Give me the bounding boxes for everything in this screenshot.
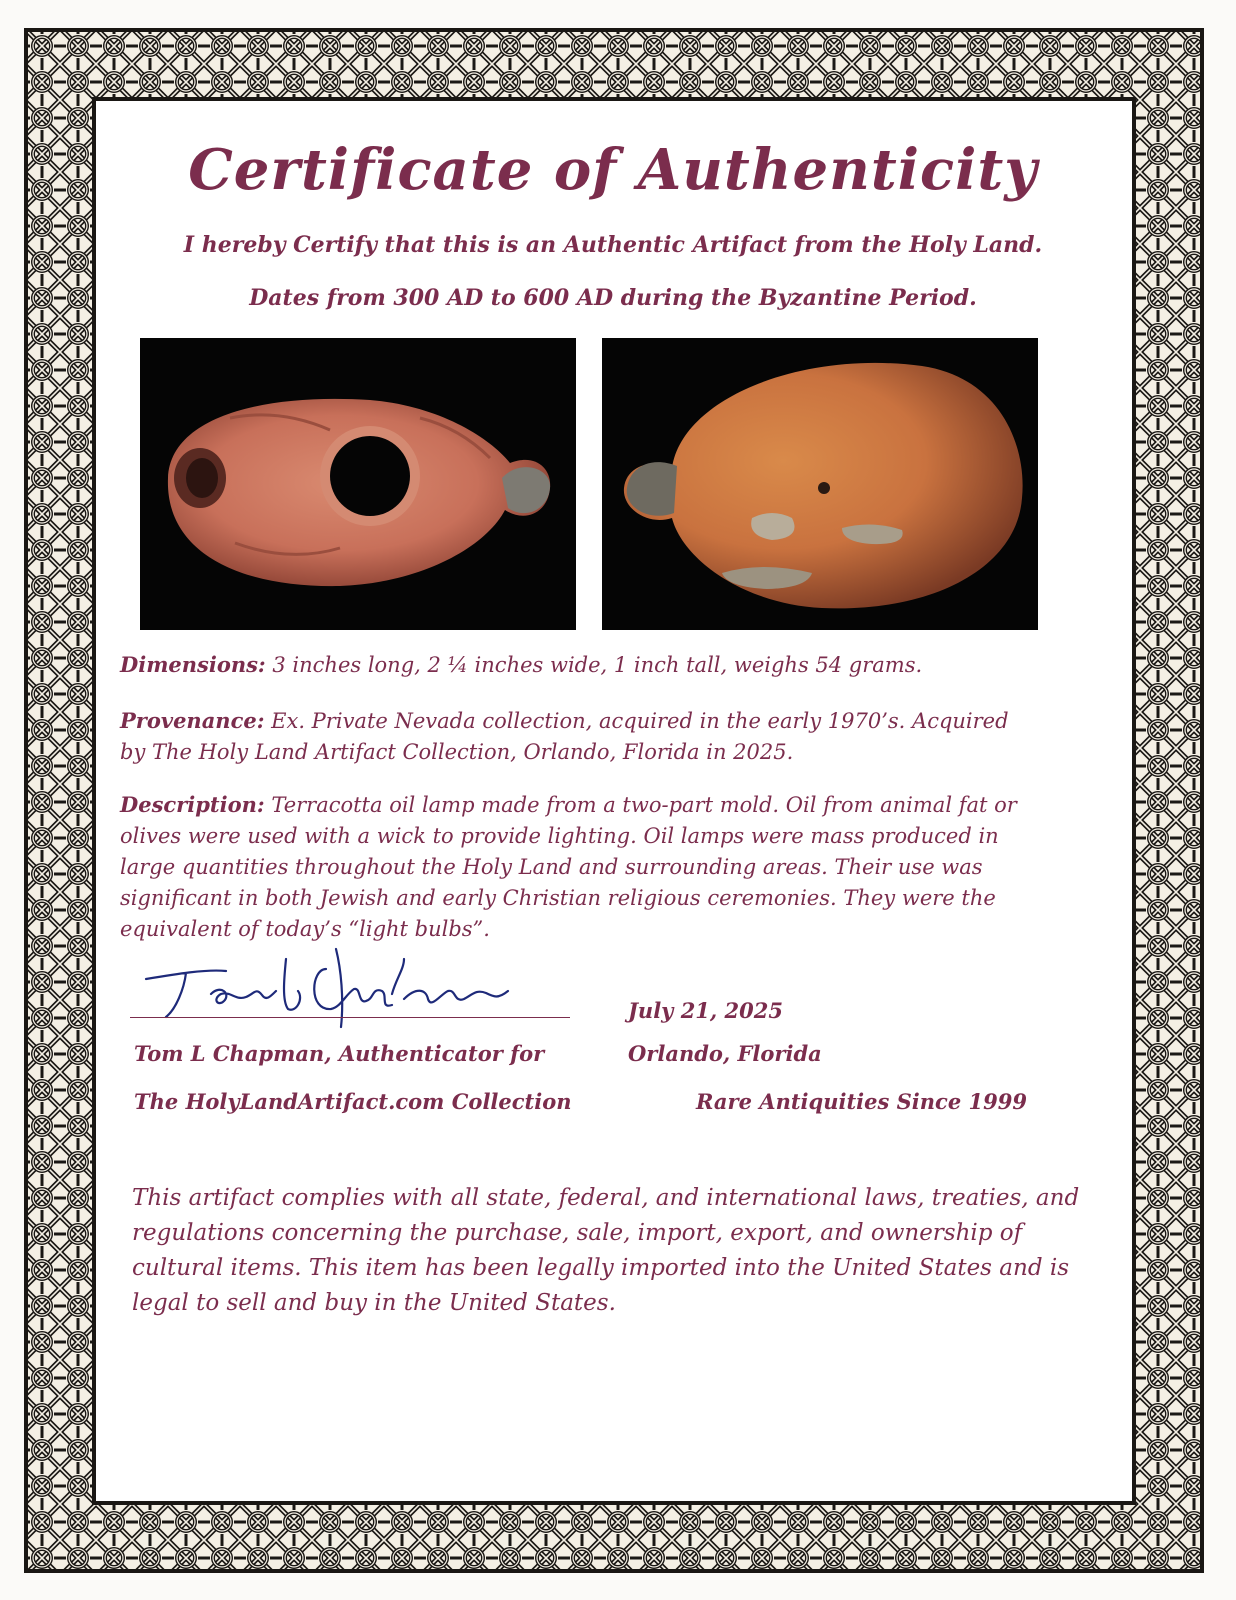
description-label: Description: <box>120 792 265 817</box>
dimensions-text: 3 inches long, 2 ¼ inches wide, 1 inch tall, weighs 54 grams. <box>272 653 923 677</box>
description-section <box>120 789 1050 945</box>
certificate-body <box>96 101 1130 1499</box>
provenance-label: Provenance: <box>120 708 265 733</box>
dimensions-label: Dimensions: <box>120 652 266 677</box>
signature-line <box>130 1017 570 1018</box>
description-text: Terracotta oil lamp made from a two-part mold. Oil from animal fat or olives were used with a wick to provide lighting. Oil lamps were mass produced in large quantities throughout the Holy Land and surrounding areas. Their use was significant in both Jewish and early Christian religious ceremonies. They were the equivalent of today’s “light bulbs”. <box>120 793 1017 941</box>
signer-line: Tom L Chapman, Authenticator for <box>134 1041 545 1066</box>
provenance-section <box>120 705 1020 768</box>
lamp-top-photo <box>140 338 576 630</box>
legal-compliance-statement: This artifact complies with all state, federal, and international laws, treaties, and regulations concerning the purchase, sale, import, export, and ownership of cultural items. This item has been legally imported into the United States and is legal to sell and buy in the United States. <box>132 1185 1080 1316</box>
handwritten-signature <box>136 939 536 1029</box>
certificate-title: Certificate of Authenticity <box>188 137 1038 203</box>
collection-line: The HolyLandArtifact.com Collection <box>134 1089 572 1114</box>
dating-statement: Dates from 300 AD to 600 AD during the Byzantine Period. <box>249 285 977 311</box>
provenance-text: Ex. Private Nevada collection, acquired in the early 1970’s. Acquired by The Holy Land Artifact Collection, Orlando, Florida in 2025. <box>120 709 1009 764</box>
lamp-bottom-photo <box>602 338 1038 630</box>
dimensions-section <box>120 649 1080 681</box>
company-tagline: Rare Antiquities Since 1999 <box>696 1089 1027 1114</box>
certificate-location: Orlando, Florida <box>628 1041 822 1066</box>
certify-statement: I hereby Certify that this is an Authentic Artifact from the Holy Land. <box>183 232 1043 258</box>
certificate-date: July 21, 2025 <box>628 998 783 1023</box>
